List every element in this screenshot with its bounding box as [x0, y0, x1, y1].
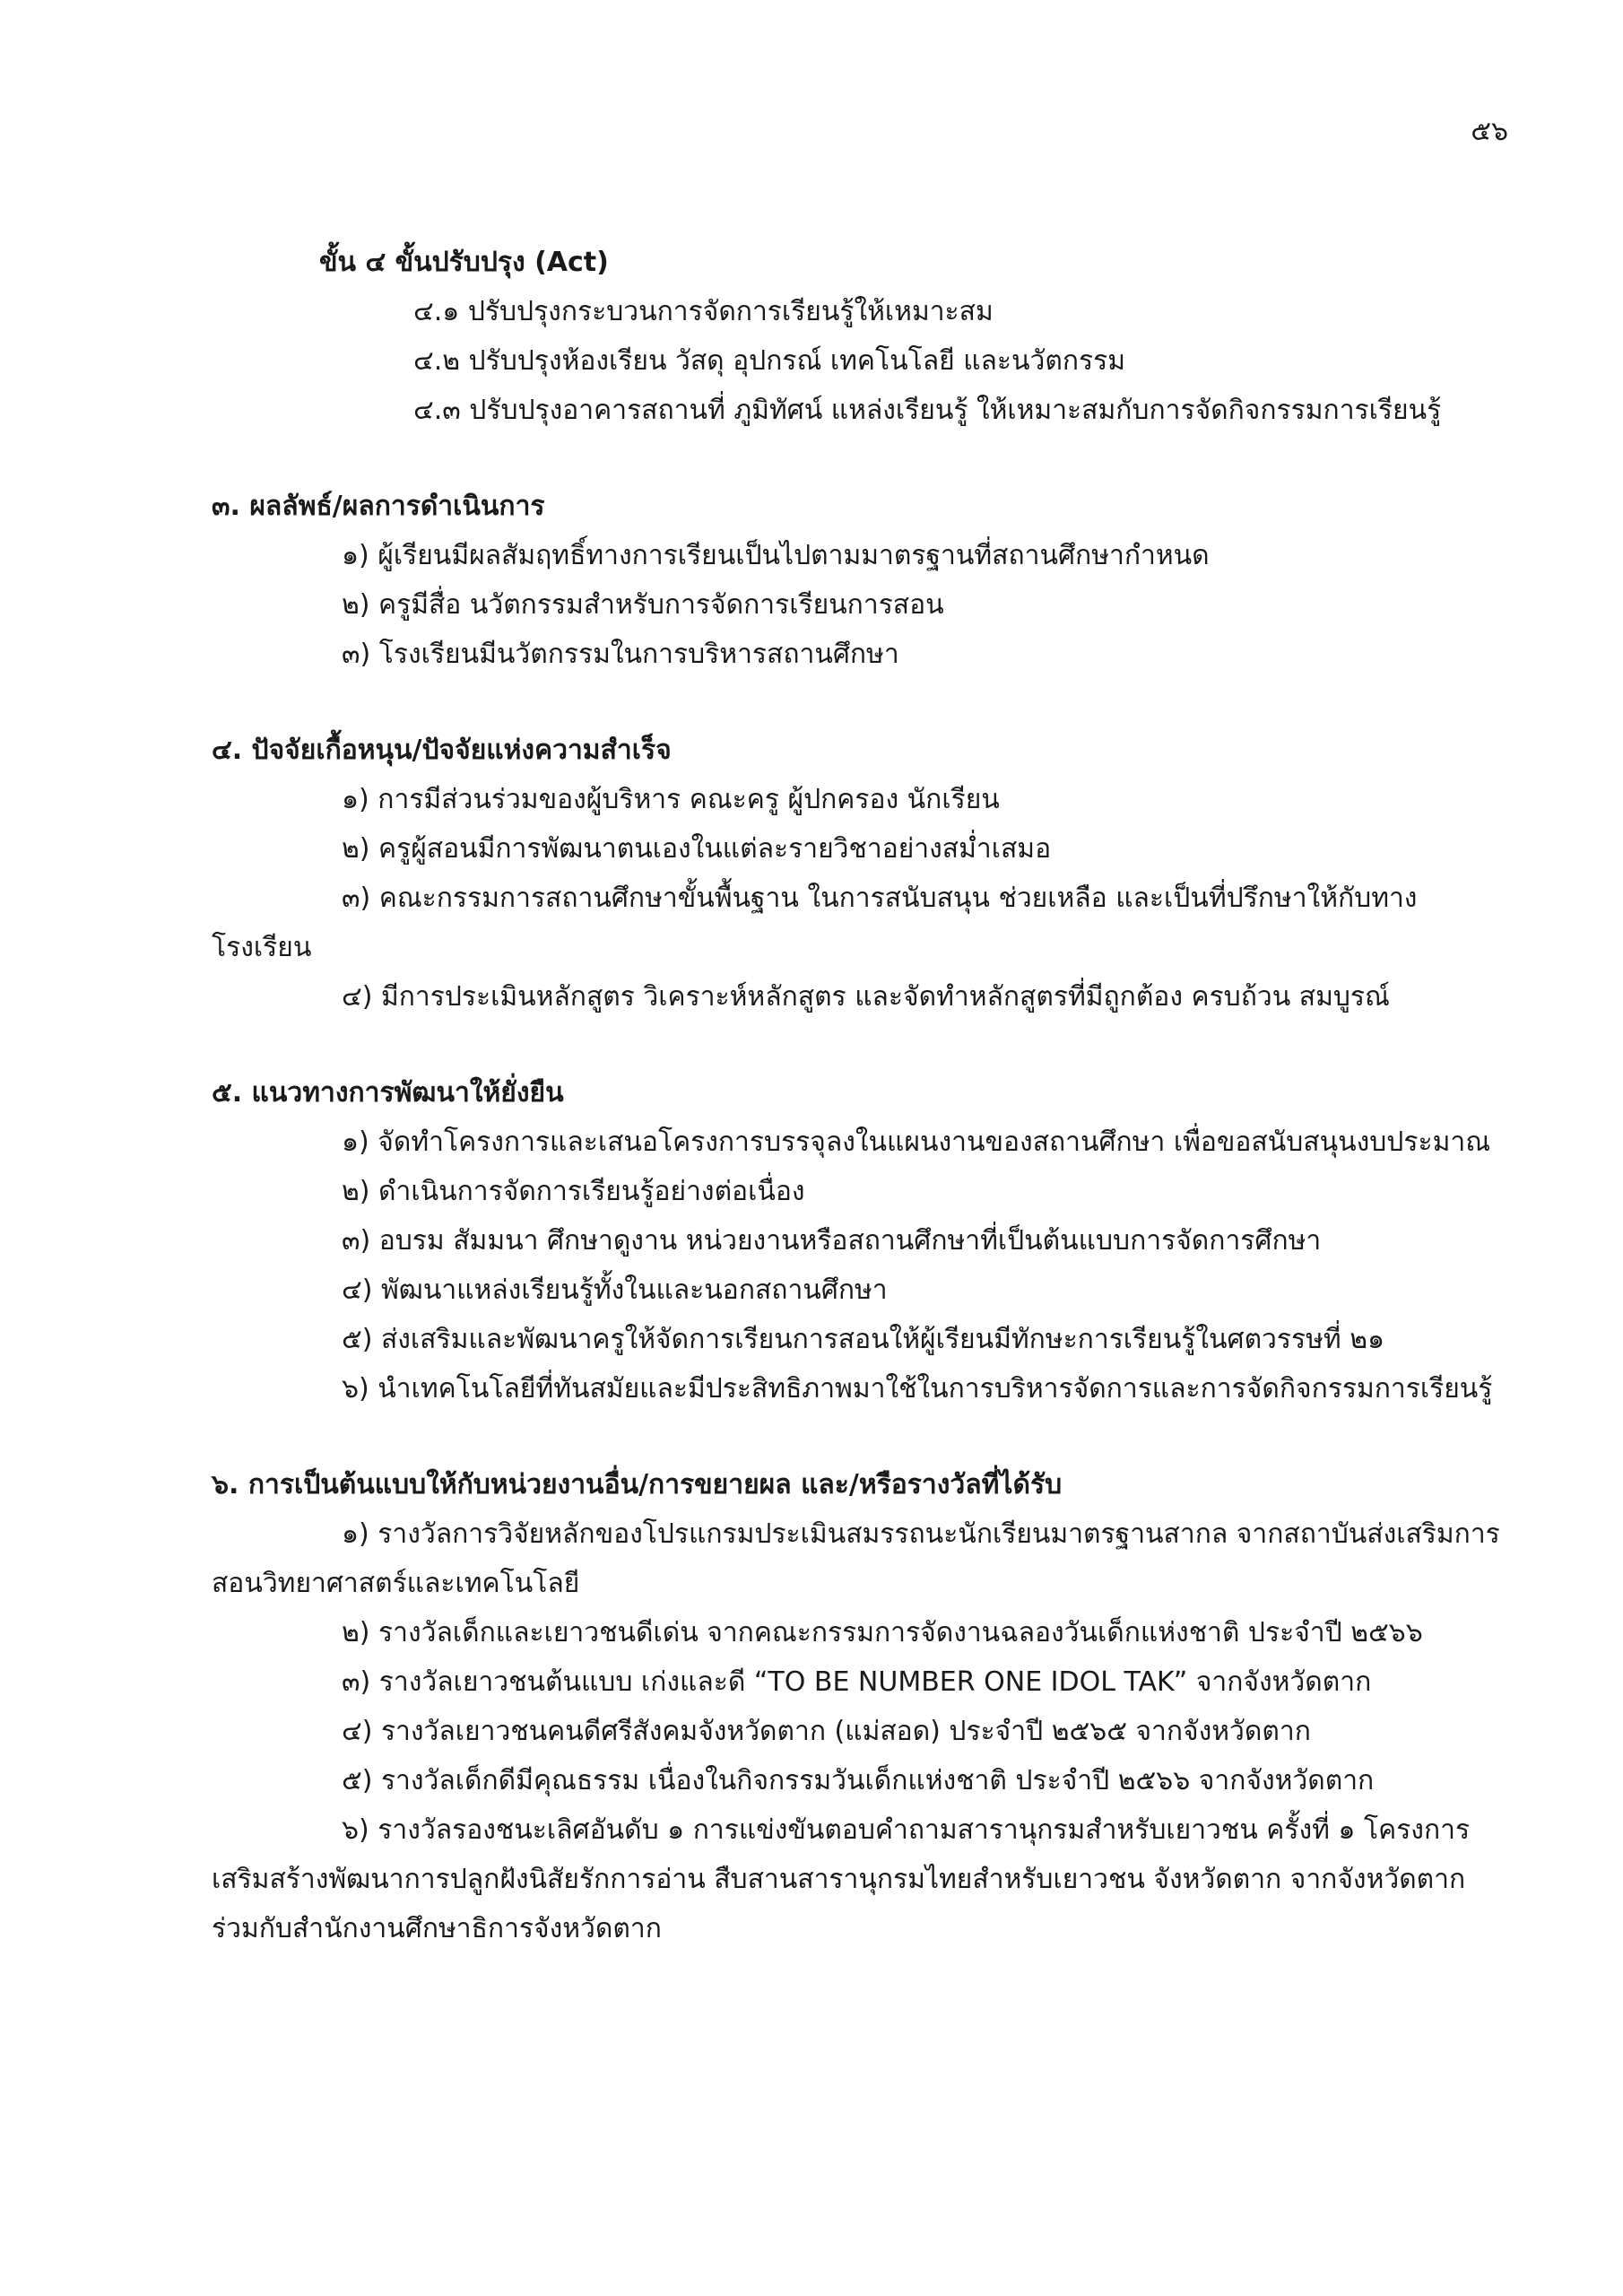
section-5-item: ๓) อบรม สัมมนา ศึกษาดูงาน หน่วยงานหรือสถานศึกษาที่เป็นต้นแบบการจัดการศึกษา	[342, 1225, 1322, 1257]
section-5-item: ๒) ดำเนินการจัดการเรียนรู้อย่างต่อเนื่อง	[342, 1176, 805, 1207]
section-4-item: ๓) คณะกรรมการสถานศึกษาขั้นพื้นฐาน ในการสนับสนุน ช่วยเหลือ และเป็นที่ปรึกษาให้กับทางโรงเรียน	[212, 883, 1418, 963]
section-6-item: ๖) รางวัลรองชนะเลิศอันดับ ๑ การแข่งขันตอบคำถามสารานุกรมสำหรับเยาวชน ครั้งที่ ๑ โครงการเสริมสร้างพัฒนาการปลูกฝังนิสัยรักการอ่าน สืบสานสารานุกรมไทยสำหรับเยาวชน จังหวัดตาก จากจังหวัดตากร่วมกับสำนักงานศึกษาธิการจังหวัดตาก	[212, 1814, 1471, 1944]
section-3-item: ๒) ครูมีสื่อ นวัตกรรมสำหรับการจัดการเรียนการสอน	[342, 589, 944, 621]
section-5	[212, 1068, 1503, 1413]
step4-heading: ขั้น ๔ ขั้นปรับปรุง (Act)	[319, 247, 609, 278]
section-6-item: ๒) รางวัลเด็กและเยาวชนดีเด่น จากคณะกรรมการจัดงานฉลองวันเด็กแห่งชาติ ประจำปี ๒๕๖๖	[342, 1617, 1423, 1648]
section-5-item: ๖) นำเทคโนโลยีที่ทันสมัยและมีประสิทธิภาพมาใช้ในการบริหารจัดการและการจัดกิจกรรมการเรียนรู้	[342, 1373, 1493, 1405]
page-number: ๕๖	[1471, 116, 1508, 147]
section-4	[212, 726, 1503, 1022]
section-4-item: ๑) การมีส่วนร่วมของผู้บริหาร คณะครู ผู้ปกครอง นักเรียน	[342, 784, 1000, 815]
step4-item: ๔.๒ ปรับปรุงห้องเรียน วัสดุ อุปกรณ์ เทคโนโลยี และนวัตกรรม	[413, 345, 1126, 377]
section-4-heading: ๔. ปัจจัยเกื้อหนุน/ปัจจัยแห่งความสำเร็จ	[212, 735, 672, 766]
section-5-item: ๑) จัดทำโครงการและเสนอโครงการบรรจุลงในแผนงานของสถานศึกษา เพื่อขอสนับสนุนงบประมาณ	[342, 1126, 1491, 1158]
section-6-item: ๕) รางวัลเด็กดีมีคุณธรรม เนื่องในกิจกรรมวันเด็กแห่งชาติ ประจำปี ๒๕๖๖ จากจังหวัดตาก	[342, 1765, 1375, 1796]
step4-item: ๔.๑ ปรับปรุงกระบวนการจัดการเรียนรู้ให้เหมาะสม	[413, 296, 994, 327]
section-6-heading: ๖. การเป็นต้นแบบให้กับหน่วยงานอื่น/การขยายผล และ/หรือรางวัลที่ได้รับ	[212, 1469, 1063, 1500]
section-4-item: ๔) มีการประเมินหลักสูตร วิเคราะห์หลักสูตร และจัดทำหลักสูตรที่มีถูกต้อง ครบถ้วน สมบูรณ์	[342, 981, 1390, 1013]
document-body	[212, 238, 1503, 2000]
section-6-item: ๓) รางวัลเยาวชนต้นแบบ เก่งและดี “TO BE NUMBER ONE IDOL TAK” จากจังหวัดตาก	[342, 1666, 1372, 1698]
step4-item: ๔.๓ ปรับปรุงอาคารสถานที่ ภูมิทัศน์ แหล่งเรียนรู้ ให้เหมาะสมกับการจัดกิจกรรมการเรียนรู้	[413, 395, 1442, 426]
section-3	[212, 482, 1503, 679]
section-4-item: ๒) ครูผู้สอนมีการพัฒนาตนเองในแต่ละรายวิชาอย่างสม่ำเสมอ	[342, 833, 1052, 865]
section-3-heading: ๓. ผลลัพธ์/ผลการดำเนินการ	[212, 491, 545, 522]
section-5-heading: ๕. แนวทางการพัฒนาให้ยั่งยืน	[212, 1077, 564, 1109]
section-6	[212, 1460, 1503, 1953]
section-6-item: ๔) รางวัลเยาวชนคนดีศรีสังคมจังหวัดตาก (แม่สอด) ประจำปี ๒๕๖๕ จากจังหวัดตาก	[342, 1716, 1311, 1747]
section-6-item: ๑) รางวัลการวิจัยหลักของโปรแกรมประเมินสมรรถนะนักเรียนมาตรฐานสากล จากสถาบันส่งเสริมการสอนวิทยาศาสตร์และเทคโนโลยี	[212, 1518, 1500, 1599]
section-3-item: ๑) ผู้เรียนมีผลสัมฤทธิ์ทางการเรียนเป็นไปตามมาตรฐานที่สถานศึกษากำหนด	[342, 540, 1210, 571]
section-5-item: ๔) พัฒนาแหล่งเรียนรู้ทั้งในและนอกสถานศึกษา	[342, 1274, 888, 1306]
section-5-item: ๕) ส่งเสริมและพัฒนาครูให้จัดการเรียนการสอนให้ผู้เรียนมีทักษะการเรียนรู้ในศตวรรษที่ ๒๑	[342, 1324, 1385, 1355]
section-3-item: ๓) โรงเรียนมีนวัตกรรมในการบริหารสถานศึกษา	[342, 639, 899, 670]
step4-section	[212, 238, 1503, 435]
